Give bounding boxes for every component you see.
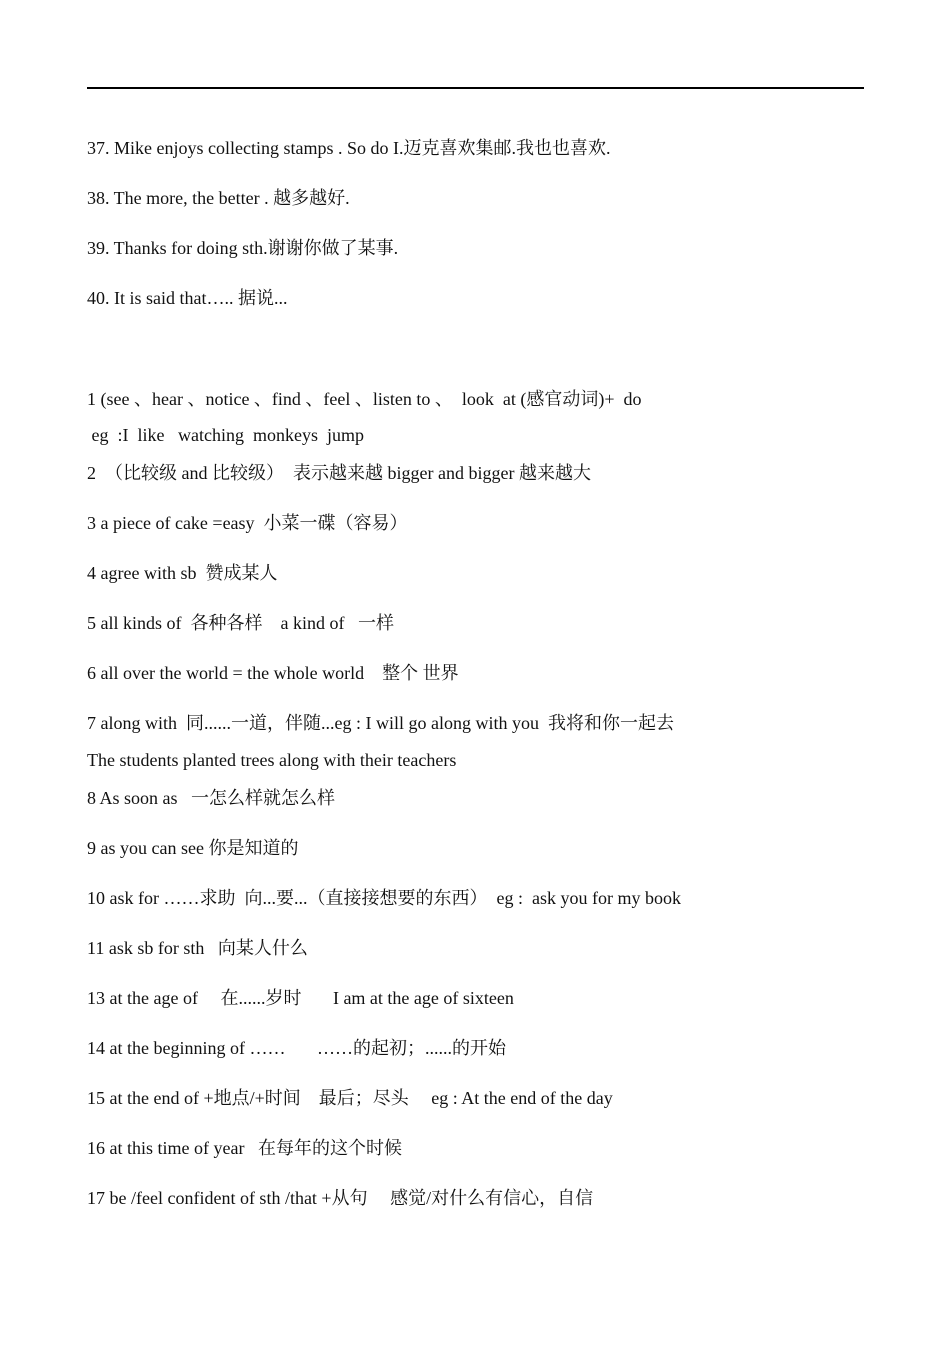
phrase-line-7: 7 along with 同......一道，伴随...eg : I will go along with you 我将和你一起去 <box>87 713 674 733</box>
phrase-line-8: 8 As soon as 一怎么样就怎么样 <box>87 788 336 808</box>
phrase-line-39: 39. Thanks for doing sth.谢谢你做了某事. <box>87 238 399 258</box>
phrase-line-10: 10 ask for ……求助 向...要...（直接接想要的东西） eg : ask you for my book <box>87 888 681 908</box>
phrase-line-9: 9 as you can see 你是知道的 <box>87 838 299 858</box>
phrase-line-37: 37. Mike enjoys collecting stamps . So do I.迈克喜欢集邮.我也也喜欢. <box>87 138 611 158</box>
phrase-line-1-example: eg :I like watching monkeys jump <box>87 425 364 445</box>
header-rule <box>87 87 864 89</box>
phrase-line-3: 3 a piece of cake =easy 小菜一碟（容易） <box>87 513 408 533</box>
phrase-line-11: 11 ask sb for sth 向某人什么 <box>87 938 308 958</box>
phrase-line-16: 16 at this time of year 在每年的这个时候 <box>87 1138 402 1158</box>
phrase-line-40: 40. It is said that….. 据说... <box>87 288 288 308</box>
phrase-line-15: 15 at the end of +地点/+时间 最后；尽头 eg : At the end of the day <box>87 1088 613 1108</box>
phrase-line-38: 38. The more, the better . 越多越好. <box>87 188 350 208</box>
phrase-line-2: 2 （比较级 and 比较级） 表示越来越 bigger and bigger 越来越大 <box>87 463 591 483</box>
phrase-line-1: 1 (see 、hear 、notice 、find 、feel 、listen to 、 look at (感官动词)+ do <box>87 389 642 409</box>
phrase-line-6: 6 all over the world = the whole world 整个 世界 <box>87 663 459 683</box>
phrase-line-14: 14 at the beginning of …… ……的起初；......的开始 <box>87 1038 506 1058</box>
phrase-line-5: 5 all kinds of 各种各样 a kind of 一样 <box>87 613 394 633</box>
phrase-line-7-example: The students planted trees along with their teachers <box>87 750 457 770</box>
phrase-line-4: 4 agree with sb 赞成某人 <box>87 563 278 583</box>
phrase-line-17: 17 be /feel confident of sth /that +从句 感觉/对什么有信心，自信 <box>87 1188 594 1208</box>
phrase-line-13: 13 at the age of 在......岁时 I am at the age of sixteen <box>87 988 514 1008</box>
